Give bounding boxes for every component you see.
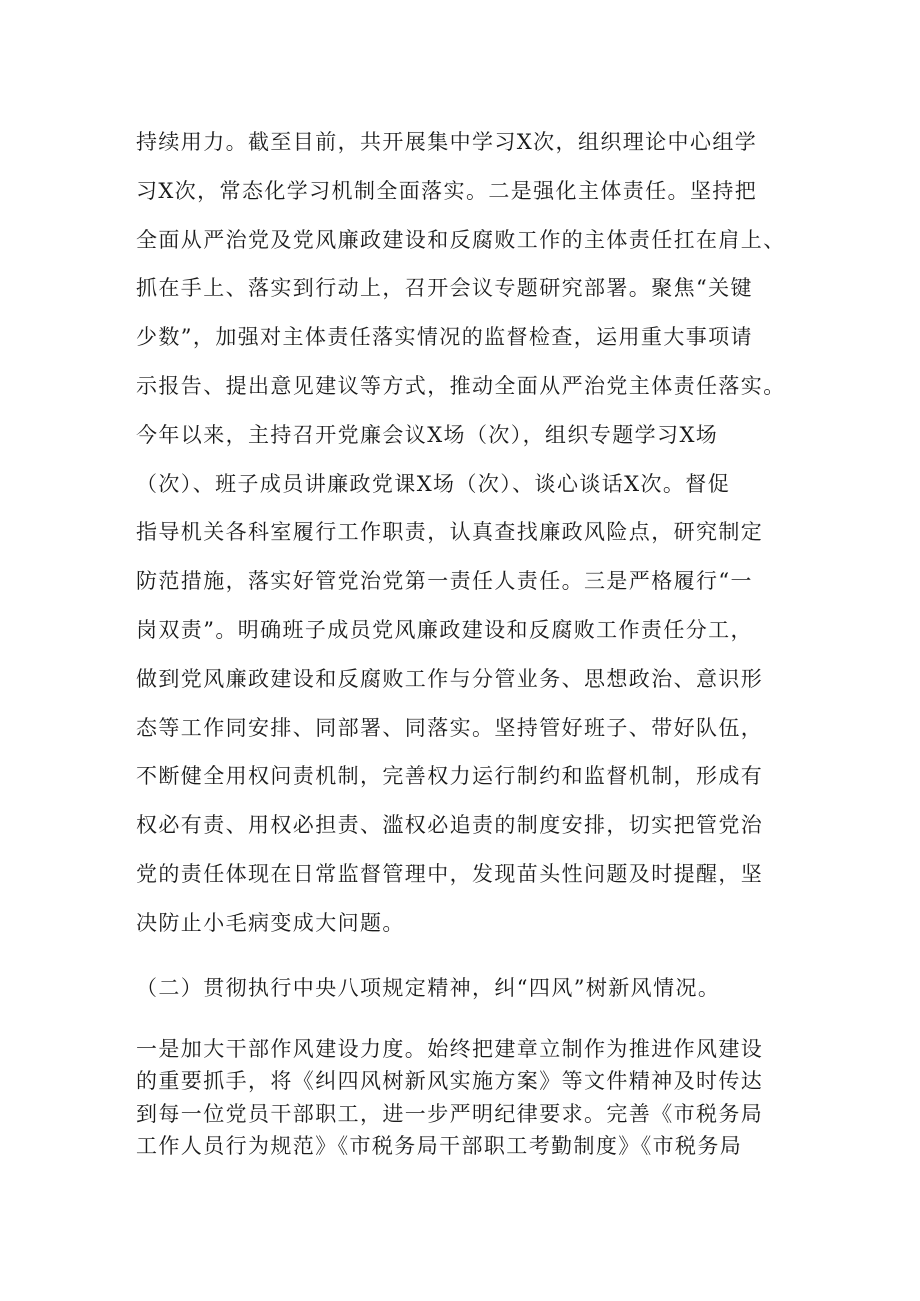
text-line: 今年以来，主持召开党廉会议X场（次），组织专题学习X场: [136, 422, 719, 447]
text-line: 态等工作同安排、同部署、同落实。坚持管好班子、带好队伍，: [136, 715, 764, 740]
paragraph-responsibility: [136, 118, 796, 948]
text-line: 习X次，常态化学习机制全面落实。二是强化主体责任。坚持把: [136, 178, 758, 203]
text-line: 决防止小毛病变成大问题。: [136, 910, 405, 935]
paragraph-work-style: [136, 1033, 796, 1163]
text-line: 全面从严治党及党风廉政建设和反腐败工作的主体责任扛在肩上、: [136, 227, 786, 252]
text-line: 持续用力。截至目前，共开展集中学习X次，组织理论中心组学: [136, 130, 758, 154]
text-line: 权必有责、用权必担责、滥权必追责的制度安排，切实把管党治: [136, 813, 764, 838]
text-line: 做到党风廉政建设和反腐败工作与分管业务、思想政治、意识形: [136, 666, 764, 691]
text-line: 一是加大干部作风建设力度。始终把建章立制作为推进作风建设: [136, 1037, 764, 1061]
text-line: 防范措施，落实好管党治党第一责任人责任。三是严格履行“一: [136, 569, 753, 594]
text-line: 工作人员行为规范》《市税务局干部职工考勤制度》《市税务局: [136, 1134, 743, 1159]
text-line: 示报告、提出意见建议等方式，推动全面从严治党主体责任落实。: [136, 373, 786, 398]
text-line: 的重要抓手，将《纠四风树新风实施方案》等文件精神及时传达: [136, 1069, 764, 1094]
text-line: （次）、班子成员讲廉政党课X场（次）、谈心谈话X次。督促: [136, 471, 731, 496]
text-line: 指导机关各科室履行工作职责，认真查找廉政风险点，研究制定: [136, 520, 764, 545]
text-line: 到每一位党员干部职工，进一步严明纪律要求。完善《市税务局: [136, 1101, 764, 1126]
text-line: 党的责任体现在日常监督管理中，发现苗头性问题及时提醒，坚: [136, 861, 764, 886]
text-line: 少数”，加强对主体责任落实情况的监督检查，运用重大事项请: [136, 325, 753, 350]
text-line: 不断健全用权问责机制，完善权力运行制约和监督机制，形成有: [136, 764, 764, 789]
section-heading: （二）贯彻执行中央八项规定精神，纠“四风”树新风情况。: [136, 976, 721, 1000]
text-line: 岗双责”。明确班子成员党风廉政建设和反腐败工作责任分工，: [136, 617, 753, 642]
text-line: 抓在手上、落实到行动上，召开会议专题研究部署。聚焦“关键: [136, 276, 753, 301]
